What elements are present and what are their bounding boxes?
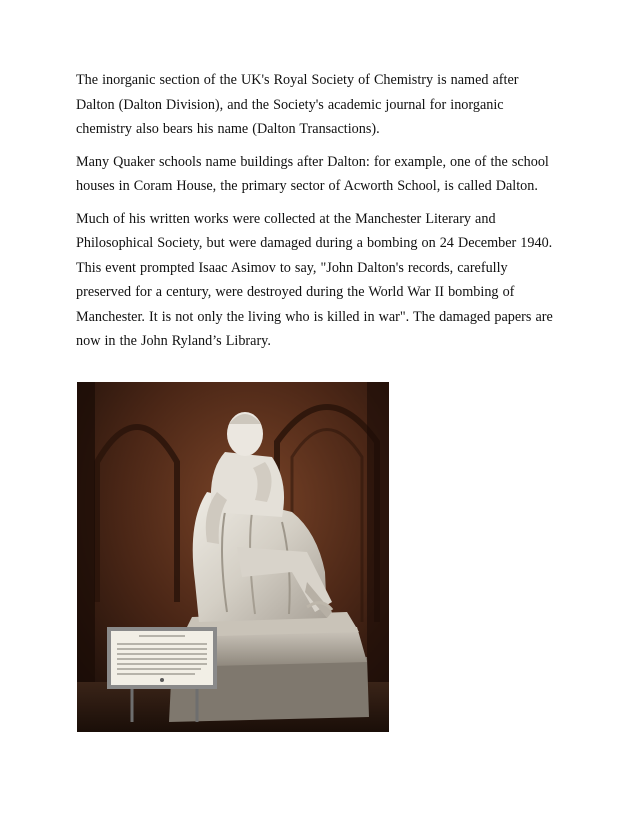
text-line: now in the John Ryland’s Library. xyxy=(76,333,271,349)
text-line: Much of his written works were collected at the Manchester Literary and xyxy=(76,210,496,227)
text-line: preserved for a century, were destroyed during the World War II bombing of xyxy=(76,284,515,300)
statue-illustration xyxy=(77,382,389,732)
paragraph-2 xyxy=(76,150,576,199)
text-line: Philosophical Society, but were damaged during a bombing on 24 December 1940. xyxy=(76,235,553,251)
text-line: chemistry also bears his name (Dalton Transactions). xyxy=(76,121,380,137)
right-pillar xyxy=(367,382,389,732)
body-text xyxy=(76,68,576,362)
text-line: Dalton (Dalton Division), and the Society's academic journal for inorganic xyxy=(76,96,504,113)
left-pillar xyxy=(77,382,95,732)
text-line: This event prompted Isaac Asimov to say, "John Dalton's records, carefully xyxy=(76,259,508,276)
text-line: houses in Coram House, the primary sector of Acworth School, is called Dalton. xyxy=(76,178,538,194)
paragraph-3 xyxy=(76,207,576,354)
text-line: Many Quaker schools name buildings after Dalton: for example, one of the school xyxy=(76,153,549,170)
dalton-statue-photo xyxy=(77,382,389,732)
text-line: The inorganic section of the UK's Royal Society of Chemistry is named after xyxy=(76,72,519,88)
paragraph-1 xyxy=(76,68,576,142)
text-line: Manchester. It is not only the living who is killed in war". The damaged papers are xyxy=(76,308,553,325)
